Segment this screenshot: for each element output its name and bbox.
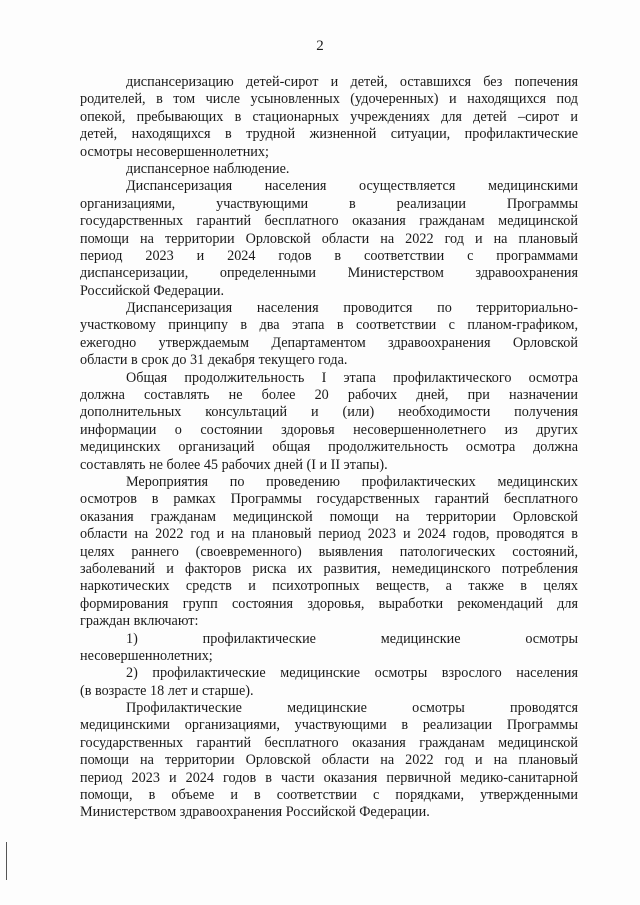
text-line: Мероприятия по проведению профилактических медицинских [126,473,578,490]
paragraph [80,665,578,700]
text-line: помощи на территории Орловской области на 2022 год и на плановый [80,230,578,247]
text-line: диспансерное наблюдение. [126,160,290,177]
text-line: опекой, пребывающих в стационарных учреждениях для детей –сирот и [80,108,578,125]
text-line: помощи, в объеме и в соответствии с порядками, утвержденными [80,787,578,804]
text-line: Министерством здравоохранения Российской Федерации. [80,804,430,821]
text-line: государственных гарантий бесплатного оказания гражданам медицинской [80,213,578,230]
paragraph [80,300,578,370]
text-line: Российской Федерации. [80,282,225,299]
text-line: Диспансеризация населения осуществляется медицинскими [126,178,578,195]
text-line: заболеваний и факторов риска их развития, немедицинского потребления [80,560,578,577]
scan-edge-mark [6,842,7,880]
paragraph [80,370,578,474]
text-line: участковому принципу в два этапа в соответствии с планом-графиком, [80,317,578,334]
text-line: детей, находящихся в трудной жизненной ситуации, профилактические [80,126,578,143]
paragraph [80,178,578,300]
text-line: составлять не более 45 рабочих дней (I и II этапы). [80,456,388,473]
text-line: целях раннего (своевременного) выявления патологических состояний, [80,543,578,560]
text-line: медицинскими организациями, участвующими в реализации Программы [80,717,578,734]
paragraph [80,161,578,178]
text-line: государственных гарантий бесплатного оказания гражданам медицинской [80,734,578,751]
text-line: 2) профилактические медицинские осмотры взрослого населения [126,665,578,682]
paragraph [80,631,578,666]
text-line: ежегодно утверждаемым Департаментом здравоохранения Орловской [80,334,578,351]
text-line: области на 2022 год и на плановый период 2023 и 2024 годов, проводятся в [80,526,578,543]
text-line: диспансеризацию детей-сирот и детей, оставшихся без попечения [126,74,578,90]
page-number: 2 [316,38,324,54]
text-line: формирования групп состояния здоровья, выработки рекомендаций для [80,595,578,612]
text-line: организациями, участвующими в реализации Программы [80,195,578,212]
text-line: диспансеризации, определенными Министерством здравоохранения [80,265,578,282]
document-body [80,74,578,822]
text-line: Диспансеризация населения проводится по территориально- [126,300,578,317]
text-line: несовершеннолетних; [80,647,213,664]
text-line: медицинских организаций общая продолжительность осмотра должна [80,439,578,456]
text-line: граждан включают: [80,613,199,630]
text-line: период 2023 и 2024 годов в соответствии с программами [80,247,578,264]
text-line: помощи на территории Орловской области на 2022 год и на плановый [80,752,578,769]
text-line: оказания гражданам медицинской помощи на территории Орловской [80,508,578,525]
text-line: Общая продолжительность I этапа профилактического осмотра [126,369,578,386]
text-line: период 2023 и 2024 годов в части оказания первичной медико-санитарной [80,769,578,786]
text-line: 1) профилактические медицинские осмотры [126,630,578,647]
text-line: наркотических средств и психотропных веществ, а также в целях [80,578,578,595]
text-line: родителей, в том числе усыновленных (удочеренных) и находящихся под [80,91,578,108]
text-line: должна составлять не более 20 рабочих дней, при назначении [80,387,578,404]
text-line: области в срок до 31 декабря текущего года. [80,352,348,369]
text-line: Профилактические медицинские осмотры проводятся [126,700,578,717]
paragraph [80,700,578,822]
text-line: осмотров в рамках Программы государственных гарантий бесплатного [80,491,578,508]
text-line: дополнительных консультаций и (или) необходимости получения [80,404,578,421]
text-line: (в возрасте 18 лет и старше). [80,682,254,699]
paragraph [80,74,578,161]
text-line: осмотры несовершеннолетних; [80,143,269,160]
text-line: информации о состоянии здоровья несовершеннолетнего из других [80,421,578,438]
paragraph [80,474,578,631]
